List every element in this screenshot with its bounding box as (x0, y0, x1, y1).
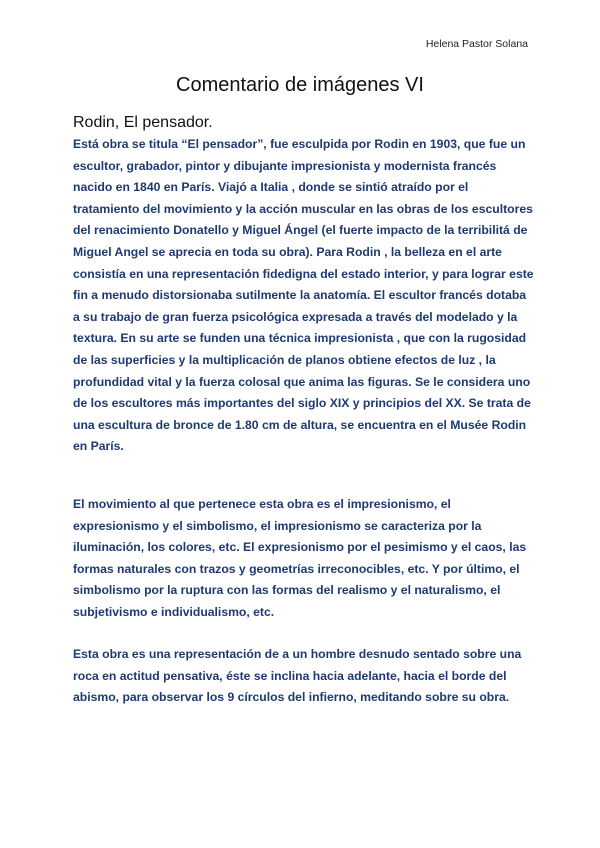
section-title: Rodin, El pensador. (73, 114, 213, 131)
paragraph-1: Está obra se titula “El pensador”, fue esculpida por Rodin en 1903, que fue un escultor, grabador, pintor y dibujante impresionista y modernista francés nacido en 1840 en París. Viajó a Italia , donde se sintió atraído por el tratamiento del movimiento y la acción muscular en las obras de los escultores del renacimiento Donatello y Miguel Ángel (el fuerte impacto de la terribilitá de Miguel Angel se aprecia en toda su obra). Para Rodin , la belleza en el arte consistía en una representación fidedigna del estado interior, y para lograr este fin a menudo distorsionaba sutilmente la anatomía. El escultor francés dotaba a su trabajo de gran fuerza psicológica expresada a través del modelado y la textura. En su arte se funden una técnica impresionista , que con la rugosidad de las superficies y la multiplicación de planos obtiene efectos de luz , la profundidad vital y la fuerza colosal que anima las figuras. Se le considera uno de los escultores más importantes del siglo XIX y principios del XX. Se trata de una escultura de bronce de 1.80 cm de altura, se encuentra en el Musée Rodin en París. (73, 137, 534, 454)
paragraph-2: El movimiento al que pertenece esta obra es el impresionismo, el expresionismo y el simbolismo, el impresionismo se caracteriza por la iluminación, los colores, etc. El expresionismo por el pesimismo y el caos, las formas naturales con trazos y geometrías irreconocibles, etc. Y por último, el simbolismo por la ruptura con las formas del realismo y el naturalismo, el subjetivismo e individualismo, etc. (73, 497, 527, 619)
paragraph-3: Esta obra es una representación de a un hombre desnudo sentado sobre una roca en actitud pensativa, éste se inclina hacia adelante, hacia el borde del abismo, para observar los 9 círculos del infierno, meditando sobre su obra. (73, 647, 522, 705)
page-title: Comentario de imágenes VI (176, 74, 424, 96)
header-author: Helena Pastor Solana (425, 38, 528, 50)
